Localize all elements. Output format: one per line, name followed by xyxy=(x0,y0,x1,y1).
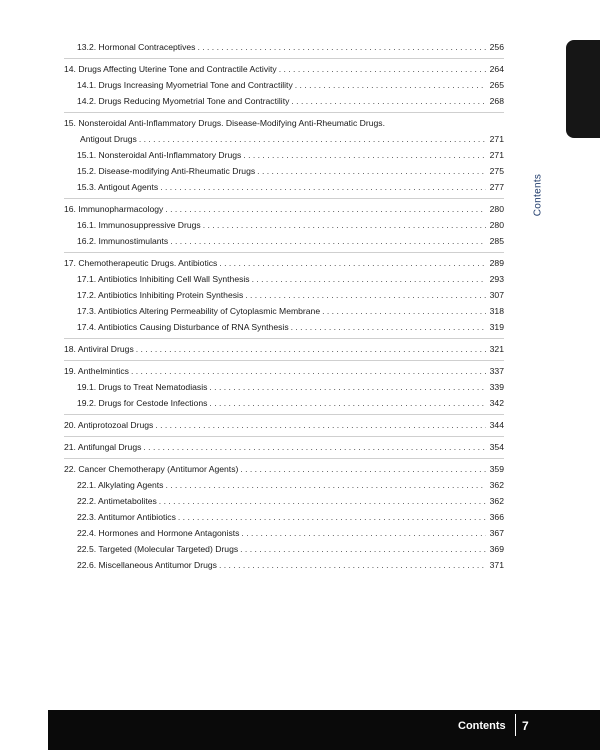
toc-chapter[interactable] xyxy=(64,461,504,477)
toc-entry-title: 22.2. Antimetabolites xyxy=(77,496,157,506)
toc-entry-page: 280 xyxy=(489,204,504,214)
toc-entry-page: 321 xyxy=(489,344,504,354)
toc-entry[interactable] xyxy=(64,493,504,509)
toc-entry[interactable] xyxy=(64,147,504,163)
toc-entry-title: 21. Antifungal Drugs xyxy=(64,442,142,452)
dot-leader xyxy=(295,77,486,93)
toc-entry-page: 271 xyxy=(489,150,504,160)
toc-entry-title: Antigout Drugs xyxy=(80,134,137,144)
toc-entry-title: 15.2. Disease-modifying Anti-Rheumatic Drugs xyxy=(77,166,256,176)
toc-chapter[interactable] xyxy=(64,439,504,455)
toc-entry-title: 14.2. Drugs Reducing Myometrial Tone and Contractility xyxy=(77,96,290,106)
toc-entry[interactable] xyxy=(64,271,504,287)
table-of-contents xyxy=(64,39,504,573)
toc-entry[interactable] xyxy=(64,179,504,195)
toc-entry-page: 280 xyxy=(489,220,504,230)
toc-entry-title: 22.5. Targeted (Molecular Targeted) Drugs xyxy=(77,544,239,554)
toc-entry-title: 17.1. Antibiotics Inhibiting Cell Wall Synthesis xyxy=(77,274,250,284)
dot-leader xyxy=(252,271,486,287)
toc-entry-page: 264 xyxy=(489,64,504,74)
toc-entry[interactable] xyxy=(64,163,504,179)
toc-entry-title-line1: 15. Nonsteroidal Anti-Inflammatory Drugs. Disease-Modifying Anti-Rheumatic Drugs. xyxy=(64,118,385,128)
section-divider xyxy=(64,436,504,437)
toc-entry-title: 22.1. Alkylating Agents xyxy=(77,480,164,490)
toc-entry-page: 337 xyxy=(489,366,504,376)
toc-entry[interactable] xyxy=(64,395,504,411)
toc-chapter[interactable] xyxy=(64,255,504,271)
toc-entry-page: 265 xyxy=(489,80,504,90)
dot-leader xyxy=(160,179,486,195)
toc-entry[interactable] xyxy=(64,77,504,93)
toc-entry-title: 17.3. Antibiotics Altering Permeability of Cytoplasmic Membrane xyxy=(77,306,321,316)
toc-chapter[interactable] xyxy=(64,201,504,217)
toc-chapter-line[interactable] xyxy=(64,115,504,131)
footer-section-title: Contents xyxy=(458,720,506,732)
toc-entry-page: 293 xyxy=(489,274,504,284)
toc-entry-page: 362 xyxy=(489,496,504,506)
dot-leader xyxy=(131,363,486,379)
toc-entry-title: 16.2. Immunostimulants xyxy=(77,236,169,246)
toc-entry-title: 22.6. Miscellaneous Antitumor Drugs xyxy=(77,560,217,570)
dot-leader xyxy=(243,147,486,163)
section-divider xyxy=(64,458,504,459)
toc-entry-page: 369 xyxy=(489,544,504,554)
toc-entry-title: 17.4. Antibiotics Causing Disturbance of RNA Synthesis xyxy=(77,322,289,332)
toc-entry-page: 359 xyxy=(489,464,504,474)
toc-entry-title: 14. Drugs Affecting Uterine Tone and Contractile Activity xyxy=(64,64,277,74)
toc-entry[interactable] xyxy=(64,303,504,319)
dot-leader xyxy=(257,163,486,179)
toc-chapter[interactable] xyxy=(64,131,504,147)
dot-leader xyxy=(159,493,486,509)
dot-leader xyxy=(209,379,486,395)
toc-entry[interactable] xyxy=(64,233,504,249)
section-divider xyxy=(64,198,504,199)
toc-chapter[interactable] xyxy=(64,341,504,357)
toc-entry-page: 271 xyxy=(489,134,504,144)
toc-entry-title: 14.1. Drugs Increasing Myometrial Tone and Contractility xyxy=(77,80,293,90)
dot-leader xyxy=(155,417,486,433)
toc-entry[interactable] xyxy=(64,557,504,573)
toc-entry[interactable] xyxy=(64,525,504,541)
section-divider xyxy=(64,58,504,59)
toc-entry-page: 362 xyxy=(489,480,504,490)
toc-entry-page: 354 xyxy=(489,442,504,452)
toc-entry-title: 13.2. Hormonal Contraceptives xyxy=(77,42,196,52)
toc-entry-page: 277 xyxy=(489,182,504,192)
dot-leader xyxy=(245,287,486,303)
toc-chapter[interactable] xyxy=(64,417,504,433)
side-section-label-text: Contents xyxy=(532,173,544,217)
footer-bar xyxy=(48,710,600,750)
toc-entry-title: 15.3. Antigout Agents xyxy=(77,182,159,192)
toc-entry-page: 366 xyxy=(489,512,504,522)
toc-entry-page: 339 xyxy=(489,382,504,392)
toc-entry-page: 307 xyxy=(489,290,504,300)
toc-entry-title: 20. Antiprotozoal Drugs xyxy=(64,420,154,430)
dot-leader xyxy=(170,233,486,249)
toc-entry-title: 18. Antiviral Drugs xyxy=(64,344,134,354)
footer-separator xyxy=(515,714,516,736)
toc-entry-title: 15.1. Nonsteroidal Anti-Inflammatory Drugs xyxy=(77,150,242,160)
toc-entry-page: 344 xyxy=(489,420,504,430)
section-divider xyxy=(64,338,504,339)
dot-leader xyxy=(197,39,486,55)
toc-entry-page: 367 xyxy=(489,528,504,538)
toc-entry-page: 256 xyxy=(489,42,504,52)
dot-leader xyxy=(279,61,486,77)
section-divider xyxy=(64,112,504,113)
toc-entry-title: 16. Immunopharmacology xyxy=(64,204,164,214)
dot-leader xyxy=(209,395,486,411)
toc-entry-page: 318 xyxy=(489,306,504,316)
chapter-thumb-tab xyxy=(566,40,600,138)
toc-entry-page: 289 xyxy=(489,258,504,268)
toc-entry-title: 19. Anthelmintics xyxy=(64,366,129,376)
toc-entry[interactable] xyxy=(64,509,504,525)
dot-leader xyxy=(291,319,486,335)
dot-leader xyxy=(143,439,486,455)
toc-chapter[interactable] xyxy=(64,61,504,77)
dot-leader xyxy=(219,255,486,271)
toc-entry-page: 285 xyxy=(489,236,504,246)
toc-entry[interactable] xyxy=(64,477,504,493)
toc-entry[interactable] xyxy=(64,287,504,303)
toc-entry-title: 19.2. Drugs for Cestode Infections xyxy=(77,398,208,408)
toc-entry-title: 22. Cancer Chemotherapy (Antitumor Agents) xyxy=(64,464,239,474)
toc-entry-page: 371 xyxy=(489,560,504,570)
toc-entry-page: 342 xyxy=(489,398,504,408)
toc-entry[interactable] xyxy=(64,319,504,335)
toc-entry-title: 22.3. Antitumor Antibiotics xyxy=(77,512,176,522)
dot-leader xyxy=(178,509,486,525)
section-divider xyxy=(64,360,504,361)
toc-entry-title: 17. Chemotherapeutic Drugs. Antibiotics xyxy=(64,258,218,268)
toc-entry-title: 19.1. Drugs to Treat Nematodiasis xyxy=(77,382,208,392)
toc-entry[interactable] xyxy=(64,93,504,109)
dot-leader xyxy=(165,201,486,217)
section-divider xyxy=(64,414,504,415)
dot-leader xyxy=(219,557,486,573)
toc-entry[interactable] xyxy=(64,379,504,395)
toc-entry[interactable] xyxy=(64,39,504,55)
toc-entry[interactable] xyxy=(64,217,504,233)
dot-leader xyxy=(241,525,486,541)
dot-leader xyxy=(240,461,486,477)
dot-leader xyxy=(139,131,486,147)
dot-leader xyxy=(136,341,486,357)
page-number: 7 xyxy=(522,719,529,733)
toc-entry-title: 17.2. Antibiotics Inhibiting Protein Synthesis xyxy=(77,290,244,300)
dot-leader xyxy=(291,93,486,109)
toc-entry-page: 319 xyxy=(489,322,504,332)
dot-leader xyxy=(165,477,486,493)
toc-entry-page: 268 xyxy=(489,96,504,106)
toc-chapter[interactable] xyxy=(64,363,504,379)
dot-leader xyxy=(240,541,486,557)
toc-entry-page: 275 xyxy=(489,166,504,176)
dot-leader xyxy=(322,303,486,319)
dot-leader xyxy=(203,217,486,233)
toc-entry[interactable] xyxy=(64,541,504,557)
side-section-label xyxy=(531,160,545,230)
section-divider xyxy=(64,252,504,253)
toc-entry-title: 16.1. Immunosuppressive Drugs xyxy=(77,220,201,230)
toc-entry-title: 22.4. Hormones and Hormone Antagonists xyxy=(77,528,240,538)
